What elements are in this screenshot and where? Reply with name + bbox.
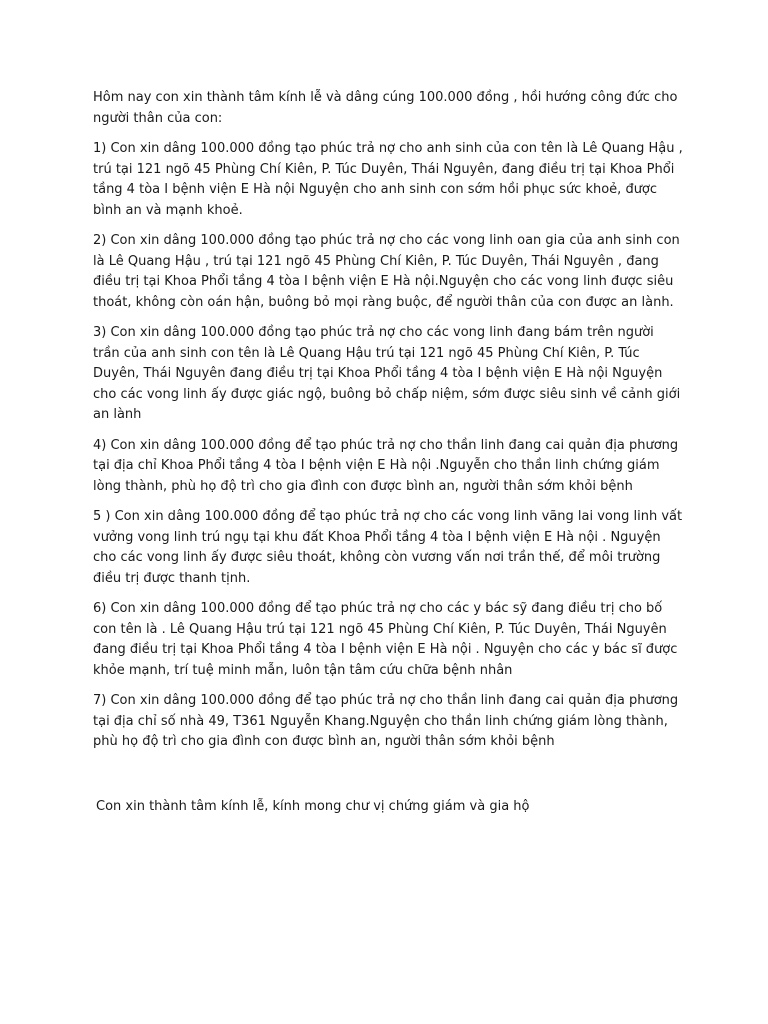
offering-item-4: 4) Con xin dâng 100.000 đồng để tạo phúc trả nợ cho thần linh đang cai quản địa phương tại địa chỉ Khoa Phổi tầng 4 tòa I bệnh viện E Hà nội .Nguyễn cho thần linh chứng giám lòng thành, phù họ độ trì cho gia đình con được bình an, người thân sớm khỏi bệnh (93, 437, 679, 494)
offering-item-1: 1) Con xin dâng 100.000 đồng tạo phúc trả nợ cho anh sinh của con tên là Lê Quang Hậu , trú tại 121 ngõ 45 Phùng Chí Kiên, P. Túc Duyên, Thái Nguyên, đang điều trị tại Khoa Phổi tầng 4 tòa I bệnh viện E Hà nội Nguyện cho anh sinh con sớm hồi phục sức khoẻ, được bình an và mạnh khoẻ. (93, 141, 683, 218)
offering-item-2: 2) Con xin dâng 100.000 đồng tạo phúc trả nợ cho các vong linh oan gia của anh sinh con là Lê Quang Hậu , trú tại 121 ngõ 45 Phùng Chí Kiên, P. Túc Duyên, Thái Nguyên , đang điều trị tại Khoa Phổi tầng 4 tòa I bệnh viện E Hà nội.Nguyện cho các vong linh được siêu thoát, không còn oán hận, buông bỏ mọi ràng buộc, để người thân của con được an lành. (93, 233, 680, 310)
offering-item-3: 3) Con xin dâng 100.000 đồng tạo phúc trả nợ cho các vong linh đang bám trên người trần của anh sinh con tên là Lê Quang Hậu trú tại 121 ngõ 45 Phùng Chí Kiên, P. Túc Duyên, Thái Nguyên đang điều trị tại Khoa Phổi tầng 4 tòa I bệnh viện E Hà nội Nguyện cho các vong linh ấy được giác ngộ, buông bỏ chấp niệm, sớm được siêu sinh về cảnh giới an lành (93, 325, 681, 422)
blank-line (93, 763, 683, 797)
closing-paragraph: Con xin thành tâm kính lễ, kính mong chư vị chứng giám và gia hộ (96, 798, 530, 814)
intro-paragraph: Hôm nay con xin thành tâm kính lễ và dâng cúng 100.000 đồng , hồi hướng công đức cho người thân của con: (93, 90, 678, 126)
offering-item-7: 7) Con xin dâng 100.000 đồng để tạo phúc trả nợ cho thần linh đang cai quản địa phương tại địa chỉ số nhà 49, T361 Nguyễn Khang.Nguyện cho thần linh chứng giám lòng thành, phù họ độ trì cho gia đình con được bình an, người thân sớm khỏi bệnh (93, 693, 679, 749)
document-page (93, 88, 683, 827)
offering-item-5: 5 ) Con xin dâng 100.000 đồng để tạo phúc trả nợ cho các vong linh vãng lai vong linh vất vưởng vong linh trú ngụ tại khu đất Khoa Phổi tầng 4 tòa I bệnh viện E Hà nội . Nguyện cho các vong linh ấy được siêu thoát, không còn vương vấn nơi trần thế, để môi trường điều trị được thanh tịnh. (93, 509, 683, 586)
offering-item-6: 6) Con xin dâng 100.000 đồng để tạo phúc trả nợ cho các y bác sỹ đang điều trị cho bố con tên là . Lê Quang Hậu trú tại 121 ngõ 45 Phùng Chí Kiên, P. Túc Duyên, Thái Nguyên đang điều trị tại Khoa Phổi tầng 4 tòa I bệnh viện E Hà nội . Nguyện cho các y bác sĩ được khỏe mạnh, trí tuệ minh mẫn, luôn tận tâm cứu chữa bệnh nhân (93, 601, 678, 678)
